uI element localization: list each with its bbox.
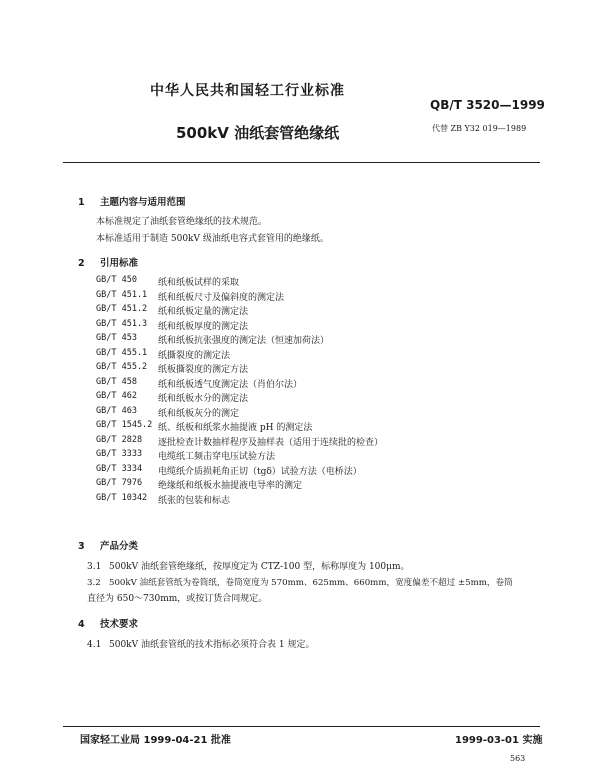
reference-code: GB/T 463 — [96, 405, 137, 416]
list-item — [96, 290, 536, 305]
implementation-date: 1999-03-01 实施 — [455, 735, 543, 746]
list-item — [96, 493, 536, 508]
approval-date: 国家轻工业局 1999-04-21 批准 — [80, 735, 231, 746]
reference-code: GB/T 10342 — [96, 492, 148, 503]
footer-divider — [63, 726, 540, 727]
clause-3-1-text: 500kV 油纸套管绝缘纸，按厚度定为 CTZ-100 型，标称厚度为 100μm。 — [109, 562, 410, 572]
list-item — [96, 420, 536, 435]
reference-list — [96, 275, 536, 507]
reference-title: 纸和纸板水分的测定法 — [158, 394, 249, 404]
standard-number: QB/T 3520—1999 — [430, 98, 545, 112]
clause-4-1 — [87, 637, 314, 650]
replaces-note: 代替 ZB Y32 019—1989 — [432, 124, 527, 133]
reference-code: GB/T 462 — [96, 391, 137, 401]
section-1-number: 1 — [78, 197, 85, 208]
reference-title: 纸张的包装和标志 — [158, 495, 231, 506]
reference-title: 纸和纸板灰分的测定 — [158, 408, 240, 419]
section-2-title: 引用标准 — [100, 258, 139, 269]
list-item — [96, 319, 536, 334]
list-item — [96, 348, 536, 363]
list-item — [96, 391, 536, 406]
reference-title: 纸和纸板透气度测定法（肖伯尔法） — [158, 379, 303, 390]
reference-code: GB/T 451.2 — [96, 304, 148, 314]
section-3-title: 产品分类 — [100, 541, 139, 552]
reference-title: 纸撕裂度的测定法 — [158, 350, 231, 361]
reference-title: 纸和纸板尺寸及偏斜度的测定法 — [158, 292, 285, 303]
reference-title: 纸和纸板抗张强度的测定法（恒速加荷法） — [158, 336, 330, 346]
reference-code: GB/T 450 — [96, 275, 137, 285]
document-title: 500kV 油纸套管绝缘纸 — [176, 124, 340, 142]
reference-code: GB/T 3333 — [96, 449, 143, 459]
reference-title: 电缆纸介质损耗角正切（tgδ）试验方法（电桥法） — [158, 466, 362, 477]
section-1-heading — [78, 194, 186, 208]
list-item — [96, 362, 536, 377]
reference-code: GB/T 7976 — [96, 478, 143, 488]
list-item — [96, 478, 536, 493]
reference-title: 纸和纸板试样的采取 — [158, 278, 240, 288]
section-4-number: 4 — [78, 619, 85, 630]
list-item — [96, 275, 536, 290]
reference-code: GB/T 3334 — [96, 463, 143, 474]
reference-code: GB/T 453 — [96, 333, 137, 343]
reference-code: GB/T 455.1 — [96, 347, 148, 358]
clause-3-2-number: 3.2 — [87, 578, 101, 588]
reference-code: GB/T 1545.2 — [96, 420, 153, 430]
section-1-paragraph-2: 本标准适用于制造 500kV 级油纸电容式套管用的绝缘纸。 — [96, 234, 329, 244]
reference-code: GB/T 455.2 — [96, 362, 148, 372]
section-2-number: 2 — [78, 258, 85, 269]
reference-title: 电缆纸工频击穿电压试验方法 — [158, 452, 276, 462]
section-2-heading — [78, 255, 138, 269]
list-item — [96, 464, 536, 479]
reference-code: GB/T 458 — [96, 376, 137, 387]
section-1-title: 主题内容与适用范围 — [100, 197, 186, 208]
reference-code: GB/T 2828 — [96, 434, 143, 445]
issuer-heading: 中华人民共和国轻工行业标准 — [150, 83, 345, 99]
reference-code: GB/T 451.1 — [96, 289, 148, 300]
clause-4-1-number: 4.1 — [87, 640, 102, 650]
reference-title: 纸和纸板定量的测定法 — [158, 307, 249, 317]
list-item — [96, 333, 536, 348]
reference-title: 逐批检查计数抽样程序及抽样表（适用于连续批的检查） — [158, 437, 384, 448]
section-3-heading — [78, 538, 138, 552]
clause-3-2-continued: 直径为 650～730mm，或按订货合同规定。 — [87, 594, 268, 604]
clause-4-1-text: 500kV 油纸套管纸的技术指标必须符合表 1 规定。 — [109, 640, 315, 650]
reference-title: 绝缘纸和纸板水抽提液电导率的测定 — [158, 481, 303, 491]
reference-title: 纸和纸板厚度的测定法 — [158, 321, 249, 332]
section-3-number: 3 — [78, 541, 85, 552]
section-4-title: 技术要求 — [100, 619, 139, 630]
header-divider — [63, 162, 540, 163]
section-1-paragraph-1: 本标准规定了油纸套管绝缘纸的技术规范。 — [96, 217, 268, 227]
clause-3-2 — [87, 576, 513, 588]
list-item — [96, 406, 536, 421]
list-item — [96, 377, 536, 392]
reference-code: GB/T 451.3 — [96, 318, 148, 329]
section-4-heading — [78, 616, 138, 630]
reference-title: 纸、纸板和纸浆水抽提液 pH 的测定法 — [158, 423, 313, 433]
clause-3-1 — [87, 559, 410, 572]
clause-3-1-number: 3.1 — [87, 562, 102, 572]
page-number: 563 — [510, 754, 526, 763]
list-item — [96, 435, 536, 450]
clause-3-2-text: 500kV 油纸套管纸为卷筒纸，卷筒宽度为 570mm、625mm、660mm，宽度偏差不超过 ±5mm，卷筒 — [109, 578, 513, 588]
list-item — [96, 304, 536, 319]
list-item — [96, 449, 536, 464]
reference-title: 纸板撕裂度的测定方法 — [158, 365, 249, 375]
